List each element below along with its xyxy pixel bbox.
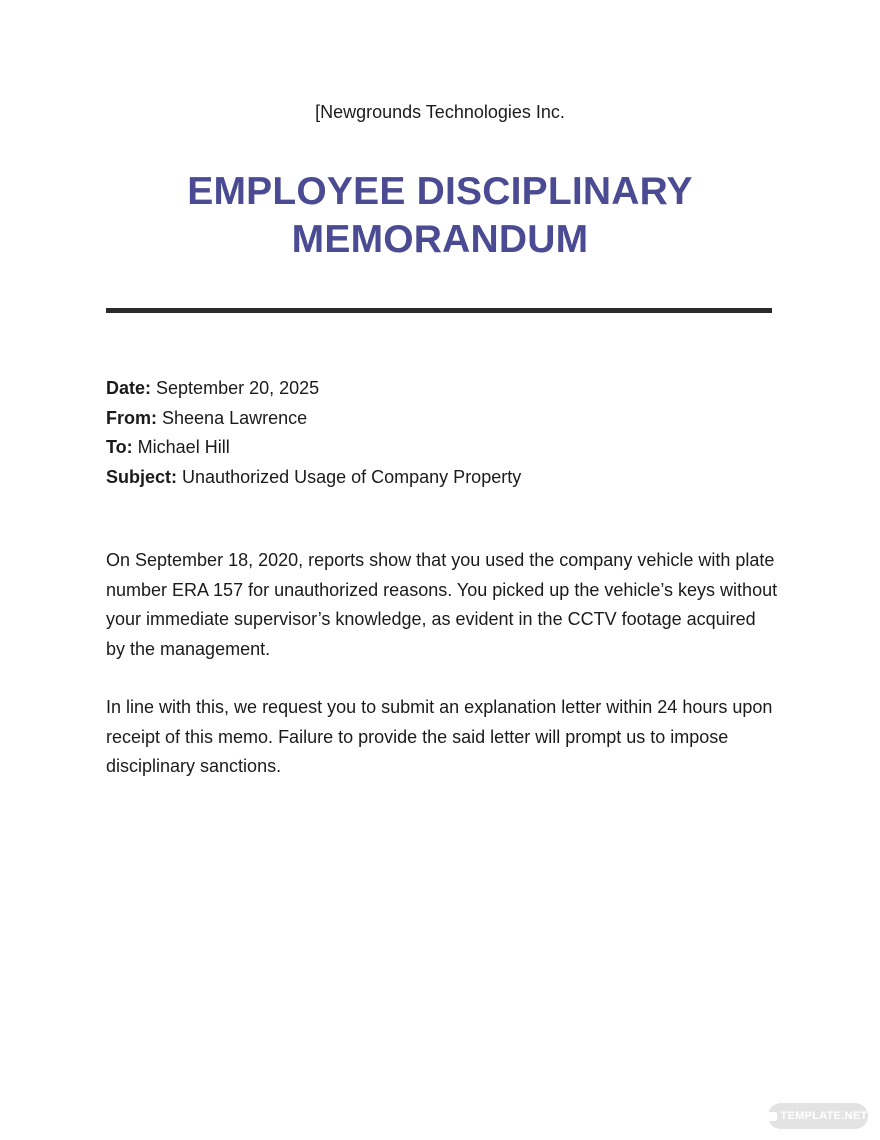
- company-name: [Newgrounds Technologies Inc.: [315, 102, 565, 122]
- template-watermark: [768, 1103, 868, 1129]
- field-to: [106, 433, 786, 463]
- field-date-value: September 20, 2025: [156, 378, 320, 398]
- field-date: [106, 374, 786, 404]
- template-logo-icon: [768, 1112, 777, 1121]
- field-to-label: To:: [106, 437, 133, 457]
- watermark-text: TEMPLATE.NET: [780, 1110, 868, 1122]
- field-to-value: Michael Hill: [137, 437, 230, 457]
- field-from: [106, 404, 786, 434]
- field-subject-label: Subject:: [106, 466, 178, 487]
- body-paragraph: On September 18, 2020, reports show that you used the company vehicle with plate number ERA 157 for unauthorized reasons. You picked up the vehicle’s keys without your immediate supervisor’s knowledge, as evident in the CCTV footage acquired by the management.: [106, 550, 778, 659]
- field-date-label: Date:: [106, 378, 152, 398]
- field-subject: [106, 463, 786, 493]
- memo-body: [106, 546, 778, 811]
- field-subject-value: Unauthorized Usage of Company Property: [182, 466, 522, 487]
- field-from-value: Sheena Lawrence: [162, 407, 308, 428]
- memo-title: EMPLOYEE DISCIPLINARY MEMORANDUM: [187, 170, 693, 261]
- memo-header-fields: [106, 374, 786, 492]
- field-from-label: From:: [106, 407, 157, 428]
- divider-rule: [106, 308, 772, 313]
- body-paragraph: In line with this, we request you to submit an explanation letter within 24 hours upon receipt of this memo. Failure to provide the said letter will prompt us to impose disciplinary sanctions.: [106, 697, 773, 776]
